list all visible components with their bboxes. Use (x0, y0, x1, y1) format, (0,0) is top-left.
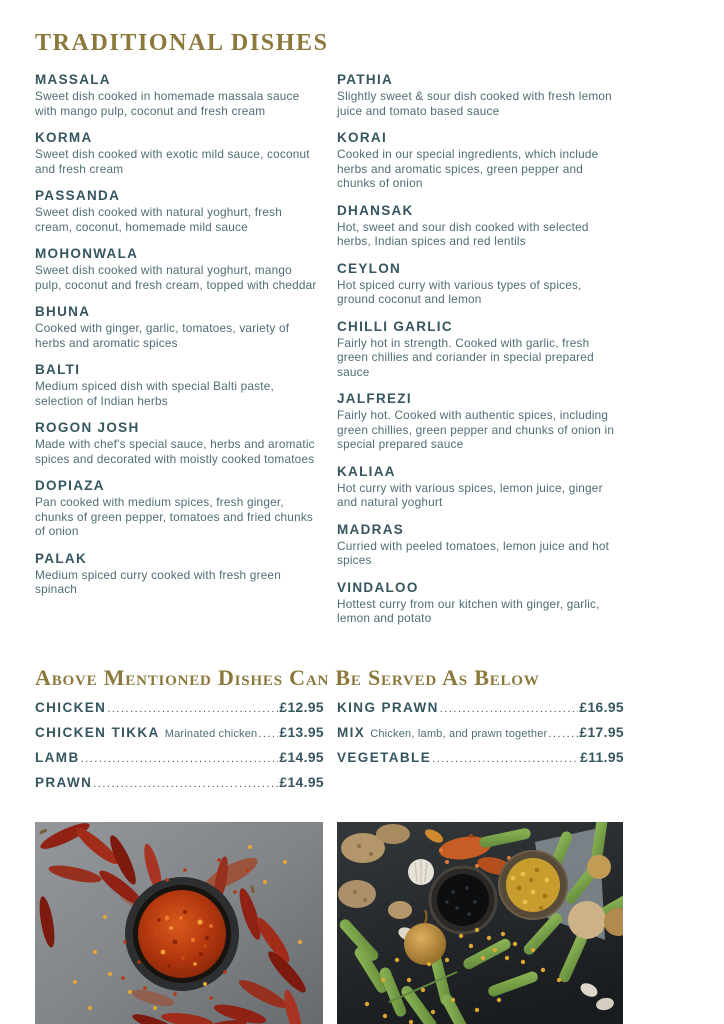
dish-list (35, 72, 724, 638)
dot-leader (81, 753, 279, 765)
dish-description: Hot spiced curry with various types of spices, ground coconut and lemon (337, 277, 582, 306)
dish-column-left (35, 72, 324, 638)
dish-description: Sweet dish cooked with exotic mild sauce, coconut and fresh cream (35, 147, 310, 176)
price-row (35, 775, 324, 800)
dish-name: MOHONWALA (35, 246, 139, 261)
serving-option-price: £17.95 (579, 724, 624, 740)
serving-section-header: Above Mentioned Dishes Can Be Served As Below (35, 664, 540, 690)
photo-section (35, 822, 724, 1024)
dish-item (35, 304, 324, 350)
dish-name: DOPIAZA (35, 478, 105, 493)
dish-description: Sweet dish cooked with natural yoghurt, fresh cream, coconut, homemade mild sauce (35, 205, 283, 234)
dish-description: Hot curry with various spices, lemon juice, ginger and natural yoghurt (337, 480, 603, 509)
dish-name: VINDALOO (337, 579, 419, 595)
dish-column-right (337, 72, 624, 638)
dish-description: Hottest curry from our kitchen with ginger, garlic, lemon and potato (337, 596, 600, 625)
dish-name: KALIAA (337, 463, 396, 479)
dish-description: Sweet dish cooked with natural yoghurt, mango pulp, coconut and fresh cream, topped with cheddar (35, 263, 317, 292)
serving-option-name: CHICKEN (35, 699, 107, 715)
dish-item (35, 362, 324, 408)
dish-description: Medium spiced dish with special Balti paste, selection of Indian herbs (35, 379, 274, 408)
price-row (337, 725, 624, 750)
serving-option-price: £12.95 (279, 699, 324, 715)
dish-item (337, 522, 624, 568)
price-row (337, 750, 624, 775)
price-row (35, 725, 324, 750)
dot-leader (93, 778, 278, 790)
dish-item (35, 188, 324, 234)
dish-name: KORAI (337, 130, 387, 145)
dish-name: PALAK (35, 550, 87, 566)
price-column-right (337, 700, 624, 800)
dish-name: KORMA (35, 130, 93, 145)
chilli-powder-photo (35, 822, 323, 1024)
vegetables-spices-illustration (337, 822, 623, 1024)
dish-name: MASSALA (35, 72, 111, 87)
dish-description: Curried with peeled tomatoes, lemon juice and hot spices (337, 538, 610, 567)
dish-description: Fairly hot in strength. Cooked with garlic, fresh green chillies and coriander in special prepared sauce (337, 335, 594, 379)
serving-option-name: PRAWN (35, 774, 93, 790)
dish-item (337, 72, 624, 118)
page-title: TRADITIONAL DISHES (35, 30, 329, 56)
dish-item (337, 203, 624, 249)
price-row (35, 750, 324, 775)
dish-name: BALTI (35, 362, 81, 377)
dish-description: Fairly hot. Cooked with authentic spices, including green chillies, green pepper and chunks of onion in special prepared sauce (337, 408, 615, 451)
chickpea-bowl (499, 851, 567, 919)
dish-item (35, 72, 324, 118)
dish-item (337, 391, 624, 452)
dish-description: Hot, sweet and sour dish cooked with selected herbs, Indian spices and red lentils (337, 219, 589, 248)
serving-option-name: KING PRAWN (337, 699, 439, 715)
dish-name: MADRAS (337, 521, 405, 537)
dish-name: CEYLON (337, 260, 402, 276)
black-lentil-bowl (430, 867, 496, 933)
price-row (337, 700, 624, 725)
dish-name: JALFREZI (337, 391, 412, 406)
price-list (35, 700, 724, 800)
dot-leader (440, 703, 579, 715)
vegetables-spices-photo (337, 822, 623, 1024)
dish-name: ROGON JOSH (35, 420, 140, 435)
dot-leader (258, 728, 278, 740)
dish-item (337, 130, 624, 191)
dish-name: CHILLI GARLIC (337, 318, 453, 334)
price-row (35, 700, 324, 725)
dish-description: Sweet dish cooked in homemade massala sauce with mango pulp, coconut and fresh cream (35, 89, 300, 118)
price-column-left (35, 700, 324, 800)
serving-option-price: £13.95 (279, 724, 324, 740)
dish-item (35, 420, 324, 466)
dish-description: Cooked in our special ingredients, which include herbs and aromatic spices, green pepper and chunks of onion (337, 147, 599, 190)
dish-item (337, 319, 624, 380)
dish-description: Medium spiced curry cooked with fresh green spinach (35, 567, 281, 596)
serving-option-name: LAMB (35, 749, 80, 765)
dish-description: Cooked with ginger, garlic, tomatoes, variety of herbs and aromatic spices (35, 321, 290, 350)
dish-item (35, 130, 324, 176)
serving-option-price: £14.95 (279, 749, 324, 765)
serving-option-price: £16.95 (579, 699, 624, 715)
dish-item (337, 464, 624, 510)
serving-option-name: VEGETABLE (337, 749, 432, 765)
dish-description: Pan cooked with medium spices, fresh ginger, chunks of green pepper, tomatoes and fried chunks of onion (35, 495, 314, 538)
chilli-powder-illustration (35, 822, 323, 1024)
serving-option-name: MIX (337, 724, 366, 740)
dish-item (337, 580, 624, 626)
dot-leader (432, 753, 579, 765)
serving-option-price: £11.95 (580, 749, 624, 765)
dot-leader (107, 703, 278, 715)
dish-name: BHUNA (35, 304, 91, 319)
dish-item (35, 246, 324, 292)
dish-name: PASSANDA (35, 188, 121, 203)
serving-option-note: Chicken, lamb, and prawn together (370, 727, 548, 740)
dish-name: PATHIA (337, 72, 394, 87)
dish-description: Made with chef's special sauce, herbs and aromatic spices and decorated with moistly cooked tomatoes (35, 437, 315, 466)
serving-option-price: £14.95 (279, 774, 324, 790)
serving-option-name: CHICKEN TIKKA (35, 724, 160, 740)
dot-leader (548, 728, 578, 740)
dish-name: DHANSAK (337, 202, 414, 218)
serving-option-note: Marinated chicken (164, 727, 258, 740)
dish-item (337, 261, 624, 307)
spice-bowl (125, 877, 239, 991)
dish-description: Slightly sweet & sour dish cooked with fresh lemon juice and tomato based sauce (337, 89, 612, 118)
dish-item (35, 551, 324, 597)
dish-item (35, 478, 324, 539)
